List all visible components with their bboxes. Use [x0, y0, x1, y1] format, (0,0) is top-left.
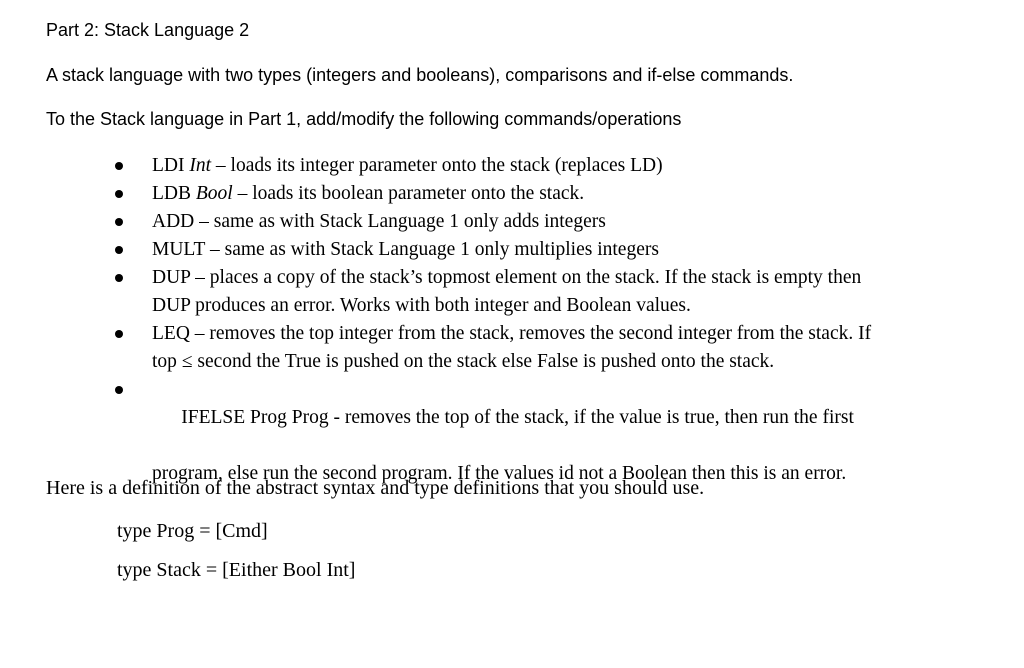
command-line: [152, 236, 1024, 264]
command-description-continued: DUP produces an error. Works with both integer and Boolean values.: [152, 295, 691, 316]
type-def-stack: type Stack = [Either Bool Int]: [117, 559, 356, 581]
command-item-add: [0, 208, 1024, 236]
bullet-icon: [115, 246, 123, 254]
command-line: [152, 152, 1024, 180]
bullet-icon: [115, 162, 123, 170]
command-name: ADD: [152, 211, 195, 232]
command-name: LDI: [152, 155, 185, 176]
command-description: – places a copy of the stack’s topmost element on the stack. If the stack is empty then: [195, 267, 862, 288]
command-description: – loads its boolean parameter onto the stack.: [237, 183, 585, 204]
command-line: [152, 264, 1024, 292]
command-line: [152, 376, 1024, 460]
command-param: Bool: [195, 183, 233, 204]
command-name: DUP: [152, 267, 191, 288]
command-param: Int: [189, 155, 212, 176]
bullet-icon: [115, 386, 123, 394]
command-line: [152, 180, 1024, 208]
command-description: – loads its integer parameter onto the stack (replaces LD): [215, 155, 663, 176]
type-def-prog: type Prog = [Cmd]: [117, 520, 268, 542]
command-description: - removes the top of the stack, if the value is true, then run the first: [328, 407, 854, 428]
command-item-ifelse: [0, 376, 1024, 488]
bullet-icon: [115, 330, 123, 338]
command-item-leq: [0, 320, 1024, 376]
command-item-mult: [0, 236, 1024, 264]
section-heading: Part 2: Stack Language 2: [46, 20, 250, 40]
command-item-ldb: [0, 180, 1024, 208]
bullet-icon: [115, 218, 123, 226]
command-name: LDB: [152, 183, 191, 204]
bullet-icon: [115, 274, 123, 282]
command-description: – removes the top integer from the stack, removes the second integer from the stack. If: [194, 323, 872, 344]
instruction-paragraph: To the Stack language in Part 1, add/modify the following commands/operations: [46, 109, 682, 129]
command-name: LEQ: [152, 323, 190, 344]
command-item-ldi: [0, 152, 1024, 180]
command-item-dup: [0, 264, 1024, 320]
command-description-continued: top ≤ second the True is pushed on the stack else False is pushed onto the stack.: [152, 351, 775, 372]
command-name: IFELSE Prog Prog: [181, 407, 329, 428]
command-line: [152, 320, 1024, 348]
command-description: – same as with Stack Language 1 only adds integers: [199, 211, 606, 232]
command-name: MULT: [152, 239, 206, 260]
bullet-icon: [115, 190, 123, 198]
intro-paragraph: A stack language with two types (integers and booleans), comparisons and if-else commands.: [46, 65, 794, 85]
command-description-continued: program, else run the second program. If the values id not a Boolean then this is an error.: [152, 463, 847, 484]
syntax-intro-paragraph: Here is a definition of the abstract syntax and type definitions that you should use.: [46, 477, 705, 499]
command-line: [152, 208, 1024, 236]
command-description: – same as with Stack Language 1 only multiplies integers: [209, 239, 659, 260]
command-list: [0, 152, 1024, 488]
